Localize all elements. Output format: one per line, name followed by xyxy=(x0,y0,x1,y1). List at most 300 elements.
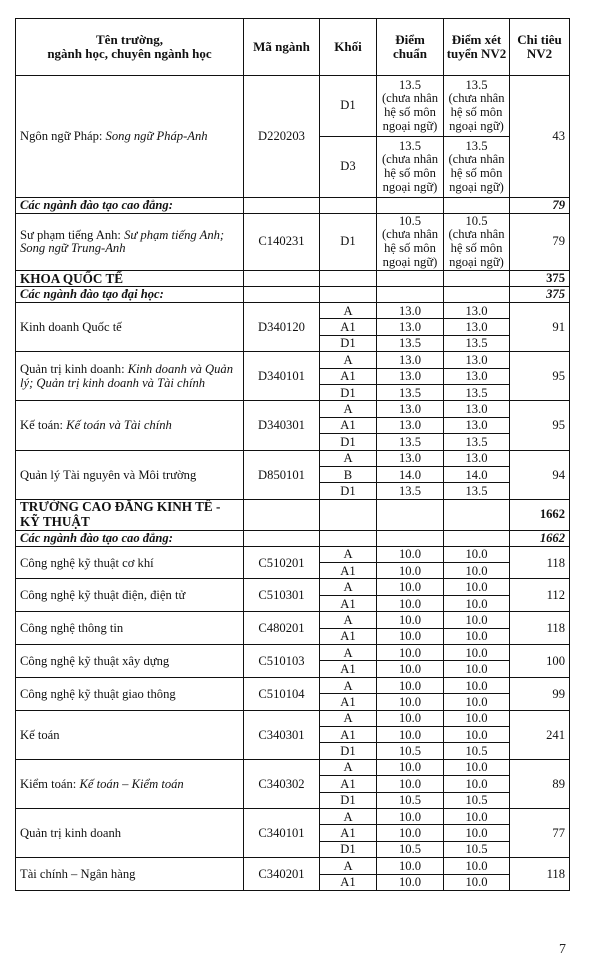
group-quota: 1662 xyxy=(510,530,570,546)
program-name-text: Kế toán: xyxy=(20,418,67,433)
program-name-text: Sư phạm tiếng Anh: xyxy=(20,227,125,242)
nv2-value: 10.5 xyxy=(465,744,488,759)
section-title: KHOA QUỐC TẾ xyxy=(16,271,244,287)
nv2-value: 13.0 xyxy=(465,418,488,433)
program-name xyxy=(16,303,244,352)
exam-block: A xyxy=(320,858,377,874)
major-code: D850101 xyxy=(244,450,320,499)
nv2-quota: 99 xyxy=(510,677,570,710)
benchmark-score xyxy=(377,483,444,499)
program-name-text: Tài chính – Ngân hàng xyxy=(20,867,136,881)
program-name-text: Công nghệ kỹ thuật điện, điện tử xyxy=(20,588,186,603)
nv2-score xyxy=(444,417,510,433)
header-program-name-line2: ngành học, chuyên ngành học xyxy=(47,46,212,61)
major-code: C340101 xyxy=(244,808,320,857)
nv2-value: 13.0 xyxy=(465,320,488,335)
major-code: C510104 xyxy=(244,677,320,710)
exam-block: A1 xyxy=(320,776,377,792)
header-nv2-quota: Chi tiêu NV2 xyxy=(510,19,570,76)
program-name-text: Kinh doanh Quốc tế xyxy=(20,320,122,335)
nv2-quota: 118 xyxy=(510,858,570,891)
exam-block: A xyxy=(320,710,377,726)
nv2-score xyxy=(444,759,510,775)
score-note: (chưa nhân hệ số môn ngoại ngữ) xyxy=(448,227,505,269)
nv2-score xyxy=(444,808,510,824)
score-value: 10.0 xyxy=(398,547,422,562)
table-row xyxy=(16,677,570,693)
major-code: D340101 xyxy=(244,352,320,401)
benchmark-score xyxy=(377,368,444,384)
nv2-score xyxy=(444,874,510,890)
score-value: 10.0 xyxy=(398,629,422,644)
nv2-score xyxy=(444,661,510,677)
nv2-score xyxy=(444,645,510,661)
nv2-score xyxy=(444,726,510,742)
nv2-score xyxy=(444,792,510,808)
score-value: 13.0 xyxy=(398,402,422,417)
nv2-quota: 100 xyxy=(510,645,570,678)
benchmark-score xyxy=(377,858,444,874)
admission-table xyxy=(15,18,570,891)
score-value: 10.0 xyxy=(398,760,422,775)
nv2-score xyxy=(444,368,510,384)
nv2-quota: 95 xyxy=(510,401,570,450)
group-quota: 375 xyxy=(510,287,570,303)
program-name xyxy=(16,645,244,678)
nv2-value: 10.0 xyxy=(465,662,488,677)
score-value: 10.0 xyxy=(398,694,422,709)
benchmark-score xyxy=(377,628,444,644)
benchmark-score xyxy=(377,808,444,824)
nv2-value: 10.5 xyxy=(465,213,488,228)
specialization-text: Song ngữ Pháp-Anh xyxy=(105,128,208,143)
nv2-score xyxy=(444,401,510,417)
section-quota: 1662 xyxy=(510,499,570,530)
nv2-value: 10.5 xyxy=(465,793,488,808)
exam-block: A1 xyxy=(320,563,377,579)
score-value: 13.0 xyxy=(398,320,422,335)
exam-block: A1 xyxy=(320,368,377,384)
score-value: 10.0 xyxy=(398,875,422,890)
exam-block: D3 xyxy=(320,137,377,198)
empty-cell xyxy=(377,530,444,546)
empty-cell xyxy=(244,287,320,303)
group-heading-row xyxy=(16,198,570,214)
table-row xyxy=(16,612,570,628)
benchmark-score xyxy=(377,384,444,400)
nv2-score xyxy=(444,483,510,499)
nv2-score xyxy=(444,743,510,759)
program-name xyxy=(16,677,244,710)
score-value: 13.0 xyxy=(398,352,422,367)
group-title: Các ngành đào tạo đại học: xyxy=(16,287,244,303)
header-program-name-line1: Tên trường, xyxy=(96,32,163,47)
nv2-value: 10.0 xyxy=(465,563,488,578)
benchmark-score xyxy=(377,76,444,137)
nv2-quota: 118 xyxy=(510,546,570,579)
nv2-value: 13.5 xyxy=(465,336,488,351)
group-title: Các ngành đào tạo cao đẳng: xyxy=(16,198,244,214)
score-note: (chưa nhân hệ số môn ngoại ngữ) xyxy=(381,91,439,133)
major-code: D340301 xyxy=(244,401,320,450)
group-heading-row xyxy=(16,287,570,303)
score-value: 13.5 xyxy=(398,483,422,498)
table-row xyxy=(16,214,570,271)
score-value: 10.0 xyxy=(398,596,422,611)
benchmark-score xyxy=(377,677,444,693)
benchmark-score xyxy=(377,434,444,450)
table-row xyxy=(16,450,570,466)
exam-block: A1 xyxy=(320,417,377,433)
nv2-score xyxy=(444,137,510,198)
table-row xyxy=(16,645,570,661)
exam-block: D1 xyxy=(320,434,377,450)
program-name-text: Kế toán xyxy=(20,727,60,742)
specialization-text: Sư phạm tiếng Anh; Song ngữ Trung-Anh xyxy=(20,227,225,255)
score-value: 10.0 xyxy=(398,645,422,660)
score-value: 14.0 xyxy=(398,467,422,482)
empty-cell xyxy=(377,499,444,530)
group-title: Các ngành đào tạo cao đẳng: xyxy=(16,530,244,546)
empty-cell xyxy=(377,271,444,287)
section-heading-row xyxy=(16,271,570,287)
score-value: 10.0 xyxy=(398,580,422,595)
nv2-score xyxy=(444,466,510,482)
nv2-score xyxy=(444,450,510,466)
program-name xyxy=(16,759,244,808)
nv2-value: 13.5 xyxy=(465,138,488,153)
score-note: (chưa nhân hệ số môn ngoại ngữ) xyxy=(448,152,505,194)
score-value: 13.5 xyxy=(398,138,422,153)
empty-cell xyxy=(244,271,320,287)
empty-cell xyxy=(444,499,510,530)
nv2-value: 13.5 xyxy=(465,385,488,400)
table-body xyxy=(16,76,570,891)
benchmark-score xyxy=(377,710,444,726)
score-value: 10.0 xyxy=(398,662,422,677)
nv2-value: 10.0 xyxy=(465,645,488,660)
nv2-value: 10.0 xyxy=(465,826,488,841)
section-title: TRƯỜNG CAO ĐẲNG KINH TẾ - KỸ THUẬT xyxy=(16,499,244,530)
nv2-value: 10.0 xyxy=(465,809,488,824)
exam-block: A xyxy=(320,352,377,368)
nv2-score xyxy=(444,214,510,271)
score-value: 10.5 xyxy=(398,744,422,759)
table-row xyxy=(16,303,570,319)
empty-cell xyxy=(320,530,377,546)
major-code: C510301 xyxy=(244,579,320,612)
major-code: D220203 xyxy=(244,76,320,198)
nv2-value: 13.0 xyxy=(465,369,488,384)
benchmark-score xyxy=(377,595,444,611)
exam-block: A xyxy=(320,645,377,661)
nv2-score xyxy=(444,319,510,335)
nv2-value: 10.0 xyxy=(465,694,488,709)
table-row xyxy=(16,759,570,775)
empty-cell xyxy=(444,198,510,214)
exam-block: D1 xyxy=(320,743,377,759)
nv2-quota: 241 xyxy=(510,710,570,759)
benchmark-score xyxy=(377,352,444,368)
nv2-score xyxy=(444,384,510,400)
table-row xyxy=(16,76,570,137)
nv2-score xyxy=(444,434,510,450)
exam-block: A1 xyxy=(320,726,377,742)
major-code: C510103 xyxy=(244,645,320,678)
section-heading-row xyxy=(16,499,570,530)
benchmark-score xyxy=(377,335,444,351)
score-value: 10.0 xyxy=(398,563,422,578)
nv2-quota: 77 xyxy=(510,808,570,857)
major-code: D340120 xyxy=(244,303,320,352)
group-heading-row xyxy=(16,530,570,546)
empty-cell xyxy=(244,530,320,546)
exam-block: A xyxy=(320,759,377,775)
exam-block: A1 xyxy=(320,825,377,841)
score-value: 13.5 xyxy=(398,434,422,449)
empty-cell xyxy=(444,287,510,303)
program-name-text: Công nghệ kỹ thuật xây dựng xyxy=(20,653,170,668)
empty-cell xyxy=(444,530,510,546)
nv2-score xyxy=(444,858,510,874)
score-value: 10.0 xyxy=(398,776,422,791)
score-value: 10.0 xyxy=(398,727,422,742)
program-name-text: Công nghệ kỹ thuật cơ khí xyxy=(20,555,154,570)
score-value: 13.0 xyxy=(398,418,422,433)
program-name xyxy=(16,450,244,499)
program-name-text: Công nghệ thông tin xyxy=(20,621,124,636)
exam-block: A1 xyxy=(320,628,377,644)
group-quota: 79 xyxy=(510,198,570,214)
nv2-score xyxy=(444,694,510,710)
program-name xyxy=(16,710,244,759)
table-row xyxy=(16,546,570,562)
exam-block: A1 xyxy=(320,694,377,710)
header-program-name xyxy=(16,19,244,76)
benchmark-score xyxy=(377,401,444,417)
benchmark-score xyxy=(377,303,444,319)
benchmark-score xyxy=(377,214,444,271)
empty-cell xyxy=(320,198,377,214)
exam-block: D1 xyxy=(320,384,377,400)
page-number: 7 xyxy=(559,942,566,957)
major-code: C140231 xyxy=(244,214,320,271)
program-name-text: Quản trị kinh doanh xyxy=(20,826,122,841)
score-note: (chưa nhân hệ số môn ngoại ngữ) xyxy=(448,91,505,133)
benchmark-score xyxy=(377,563,444,579)
program-name-text: Kiểm toán: xyxy=(20,776,80,791)
exam-block: A xyxy=(320,579,377,595)
score-value: 13.5 xyxy=(398,385,422,400)
table-row xyxy=(16,352,570,368)
nv2-score xyxy=(444,352,510,368)
exam-block: A xyxy=(320,546,377,562)
exam-block: D1 xyxy=(320,335,377,351)
nv2-value: 13.0 xyxy=(465,303,488,318)
score-value: 10.0 xyxy=(398,858,422,873)
header-nv2-score: Điểm xét tuyển NV2 xyxy=(444,19,510,76)
benchmark-score xyxy=(377,726,444,742)
nv2-score xyxy=(444,841,510,857)
empty-cell xyxy=(377,198,444,214)
exam-block: A1 xyxy=(320,595,377,611)
nv2-value: 10.0 xyxy=(465,875,488,890)
major-code: C340302 xyxy=(244,759,320,808)
benchmark-score xyxy=(377,792,444,808)
nv2-score xyxy=(444,335,510,351)
table-row xyxy=(16,710,570,726)
nv2-quota: 89 xyxy=(510,759,570,808)
program-name-text: Quản lý Tài nguyên và Môi trường xyxy=(20,467,197,482)
exam-block: A xyxy=(320,808,377,824)
nv2-quota: 112 xyxy=(510,579,570,612)
score-note: (chưa nhân hệ số môn ngoại ngữ) xyxy=(381,152,439,194)
score-value: 13.0 xyxy=(398,451,422,466)
benchmark-score xyxy=(377,759,444,775)
empty-cell xyxy=(244,198,320,214)
benchmark-score xyxy=(377,661,444,677)
empty-cell xyxy=(320,287,377,303)
table-header-row xyxy=(16,19,570,76)
exam-block: D1 xyxy=(320,483,377,499)
nv2-value: 13.0 xyxy=(465,451,488,466)
table-row xyxy=(16,858,570,874)
nv2-value: 10.5 xyxy=(465,842,488,857)
exam-block: D1 xyxy=(320,76,377,137)
nv2-score xyxy=(444,579,510,595)
program-name xyxy=(16,401,244,450)
nv2-value: 10.0 xyxy=(465,612,488,627)
nv2-value: 10.0 xyxy=(465,629,488,644)
header-major-code: Mã ngành xyxy=(244,19,320,76)
specialization-text: Kế toán và Tài chính xyxy=(66,418,172,433)
empty-cell xyxy=(377,287,444,303)
nv2-quota: 94 xyxy=(510,450,570,499)
program-name xyxy=(16,214,244,271)
benchmark-score xyxy=(377,874,444,890)
program-name xyxy=(16,858,244,891)
score-value: 13.5 xyxy=(398,77,422,92)
score-value: 10.5 xyxy=(398,213,422,228)
benchmark-score xyxy=(377,841,444,857)
nv2-score xyxy=(444,628,510,644)
empty-cell xyxy=(320,271,377,287)
nv2-score xyxy=(444,563,510,579)
score-note: (chưa nhân hệ số môn ngoại ngữ) xyxy=(381,227,439,269)
score-value: 10.0 xyxy=(398,612,422,627)
major-code: C340301 xyxy=(244,710,320,759)
empty-cell xyxy=(244,499,320,530)
nv2-value: 13.0 xyxy=(465,352,488,367)
nv2-quota: 91 xyxy=(510,303,570,352)
score-value: 10.5 xyxy=(398,793,422,808)
benchmark-score xyxy=(377,743,444,759)
program-name-text: Công nghệ kỹ thuật giao thông xyxy=(20,686,176,701)
table-row xyxy=(16,808,570,824)
nv2-score xyxy=(444,677,510,693)
program-name xyxy=(16,579,244,612)
program-name-text: Quản trị kinh doanh: xyxy=(20,362,128,377)
nv2-value: 13.5 xyxy=(465,483,488,498)
specialization-text: Kinh doanh và Quản lý; Quản trị kinh doanh và Tài chính xyxy=(20,362,234,391)
nv2-quota: 118 xyxy=(510,612,570,645)
nv2-value: 14.0 xyxy=(465,467,488,482)
program-name-text: Ngôn ngữ Pháp: xyxy=(20,128,106,143)
exam-block: A xyxy=(320,303,377,319)
score-value: 10.0 xyxy=(398,678,422,693)
nv2-value: 10.0 xyxy=(465,711,488,726)
benchmark-score xyxy=(377,450,444,466)
exam-block: A xyxy=(320,612,377,628)
nv2-score xyxy=(444,546,510,562)
score-value: 10.0 xyxy=(398,809,422,824)
header-block: Khối xyxy=(320,19,377,76)
nv2-score xyxy=(444,76,510,137)
benchmark-score xyxy=(377,645,444,661)
score-value: 10.0 xyxy=(398,711,422,726)
benchmark-score xyxy=(377,825,444,841)
nv2-value: 10.0 xyxy=(465,547,488,562)
nv2-score xyxy=(444,710,510,726)
score-value: 13.5 xyxy=(398,336,422,351)
nv2-quota: 43 xyxy=(510,76,570,198)
nv2-value: 10.0 xyxy=(465,678,488,693)
benchmark-score xyxy=(377,319,444,335)
benchmark-score xyxy=(377,694,444,710)
nv2-quota: 79 xyxy=(510,214,570,271)
score-value: 13.0 xyxy=(398,369,422,384)
benchmark-score xyxy=(377,579,444,595)
program-name xyxy=(16,808,244,857)
benchmark-score xyxy=(377,546,444,562)
benchmark-score xyxy=(377,612,444,628)
nv2-score xyxy=(444,825,510,841)
program-name xyxy=(16,612,244,645)
section-quota: 375 xyxy=(510,271,570,287)
score-value: 13.0 xyxy=(398,303,422,318)
empty-cell xyxy=(320,499,377,530)
header-benchmark-score: Điểm chuẩn xyxy=(377,19,444,76)
nv2-value: 10.0 xyxy=(465,580,488,595)
nv2-value: 13.0 xyxy=(465,402,488,417)
nv2-value: 13.5 xyxy=(465,77,488,92)
exam-block: A xyxy=(320,450,377,466)
exam-block: A1 xyxy=(320,319,377,335)
score-value: 10.0 xyxy=(398,826,422,841)
nv2-value: 10.0 xyxy=(465,858,488,873)
empty-cell xyxy=(444,271,510,287)
table-row xyxy=(16,579,570,595)
program-name xyxy=(16,352,244,401)
exam-block: D1 xyxy=(320,792,377,808)
exam-block: D1 xyxy=(320,214,377,271)
nv2-value: 13.5 xyxy=(465,434,488,449)
specialization-text: Kế toán – Kiểm toán xyxy=(79,776,184,791)
benchmark-score xyxy=(377,417,444,433)
nv2-value: 10.0 xyxy=(465,776,488,791)
program-name xyxy=(16,546,244,579)
nv2-value: 10.0 xyxy=(465,596,488,611)
nv2-quota: 95 xyxy=(510,352,570,401)
benchmark-score xyxy=(377,466,444,482)
nv2-score xyxy=(444,776,510,792)
exam-block: D1 xyxy=(320,841,377,857)
benchmark-score xyxy=(377,137,444,198)
exam-block: B xyxy=(320,466,377,482)
exam-block: A1 xyxy=(320,661,377,677)
score-value: 10.5 xyxy=(398,842,422,857)
major-code: C510201 xyxy=(244,546,320,579)
